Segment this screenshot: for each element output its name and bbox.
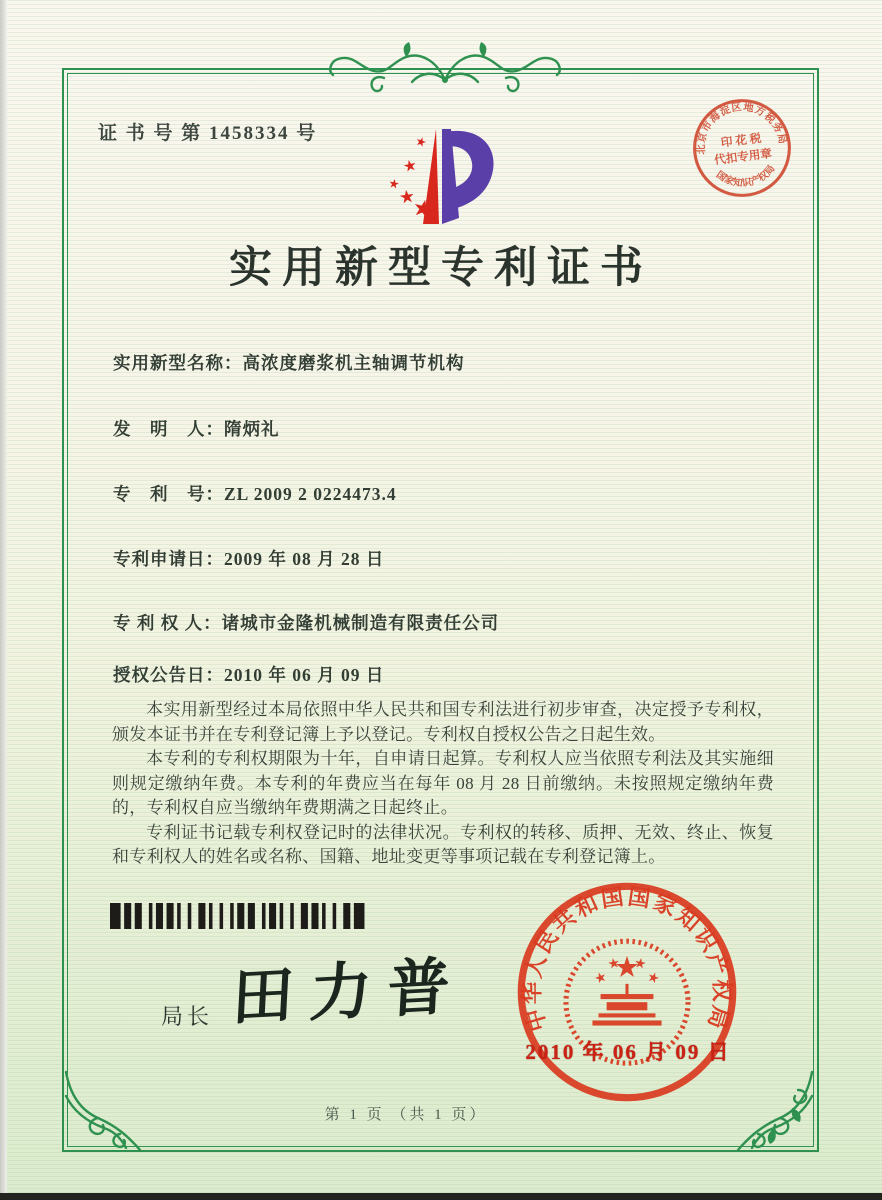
- sipo-logo-icon: [381, 126, 501, 232]
- corner-ornament-bottom-left-icon: [58, 1068, 150, 1154]
- field-value: 隋炳礼: [224, 419, 280, 439]
- field-label: 实用新型名称：: [113, 353, 243, 373]
- field-label: 专利申请日：: [113, 549, 224, 569]
- top-border-ornament-icon: [322, 40, 568, 96]
- signer-title: 局长: [161, 1004, 214, 1029]
- stamp-center-line2: 代扣专用章: [713, 147, 773, 167]
- logo-letter-p: [442, 129, 494, 224]
- field-patent-number: [113, 481, 397, 506]
- sipo-official-seal: [505, 870, 749, 1114]
- stamp-arc-top-text: 北京市海淀区地方税务局: [696, 101, 788, 155]
- certificate-number: 证 书 号 第 1458334 号: [98, 123, 318, 144]
- field-inventor: [113, 416, 280, 441]
- director-signature: 田力普: [229, 948, 468, 1035]
- legal-text: [112, 698, 774, 870]
- field-value: 2010 年 06 月 09 日: [224, 665, 385, 685]
- barcode: [110, 903, 368, 929]
- field-invention-name: [113, 350, 465, 375]
- field-filing-date: [113, 546, 384, 571]
- scan-edge-left: [0, 0, 7, 1200]
- field-patentee: [113, 610, 499, 635]
- field-label: 授权公告日：: [113, 665, 224, 685]
- tax-stamp: [684, 90, 800, 206]
- field-value: ZL 2009 2 0224473.4: [224, 484, 397, 504]
- legal-paragraph: 专利证书记载专利权登记时的法律状况。专利权的转移、质押、无效、终止、恢复和专利权人的姓名或名称、国籍、地址变更等事项记载在专利登记簿上。: [112, 822, 774, 866]
- field-label: 发 明 人：: [113, 419, 224, 439]
- legal-paragraph: 本实用新型经过本局依照中华人民共和国专利法进行初步审查，决定授予专利权，颁发本证书并在专利登记簿上予以登记。专利权自授权公告之日起生效。: [112, 700, 774, 744]
- certificate-title: 实用新型专利证书: [229, 245, 653, 292]
- page-number: 第 1 页 （共 1 页）: [324, 1107, 488, 1123]
- field-value: 诸城市金隆机械制造有限责任公司: [221, 613, 500, 633]
- field-value: 2009 年 08 月 28 日: [224, 549, 385, 569]
- seal-arc-text: 中华人民共和国国家知识产权局: [519, 883, 735, 1035]
- legal-paragraph: 本专利的专利权期限为十年，自申请日起算。专利权人应当依照专利法及其实施细则规定缴纳年费。本专利的年费应当在每年 08 月 28 日前缴纳。未按照规定缴纳年费的，专利权自应当缴纳年费期满之日起终止。: [112, 749, 774, 817]
- stamp-arc-bottom-text: 国家知识产权局: [713, 163, 778, 190]
- field-label: 专 利 号：: [113, 484, 224, 504]
- field-label: 专 利 权 人：: [113, 613, 222, 633]
- seal-date: 2010 年 06 月 09 日: [525, 1040, 731, 1064]
- scan-edge-bottom: [0, 1193, 882, 1200]
- field-value: 高浓度磨浆机主轴调节机构: [242, 353, 465, 373]
- stamp-center-line1: 印 花 税: [720, 131, 763, 150]
- field-grant-date: [113, 662, 384, 687]
